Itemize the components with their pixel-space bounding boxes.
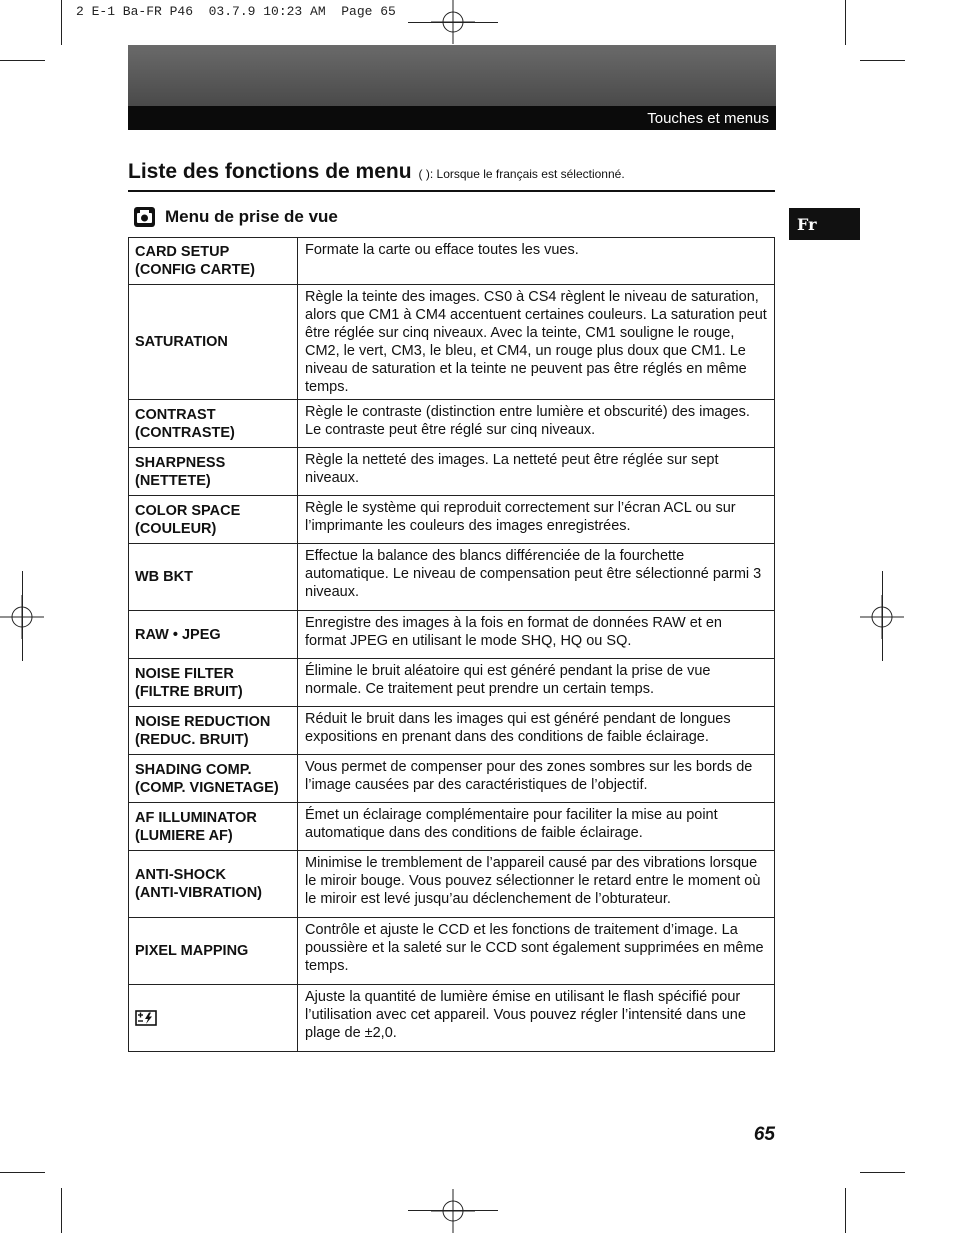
table-row xyxy=(129,285,775,400)
function-name: COLOR SPACE (COULEUR) xyxy=(129,496,298,544)
table-row xyxy=(129,238,775,285)
function-name: SHARPNESS (NETTETE) xyxy=(129,448,298,496)
crop-mark xyxy=(408,1210,498,1211)
function-description: Règle le système qui reproduit correctement sur l’écran ACL ou sur l’imprimante les couleurs des images enregistrées. xyxy=(298,496,775,544)
table-row xyxy=(129,918,775,985)
crop-mark xyxy=(61,0,62,45)
table-row xyxy=(129,448,775,496)
function-description: Règle la teinte des images. CS0 à CS4 règlent le niveau de saturation, alors que CM1 à CM4 accentuent certaines couleurs. La saturation peut être réglée sur cinq niveaux. Avec la teinte, CM1 souligne le rouge, CM2, le vert, CM3, le bleu, et CM4, un rouge plus doux que CM1. Le niveau de saturation et la teinte ne peuvent pas être réglés en même temps. xyxy=(298,285,775,400)
table-row xyxy=(129,611,775,659)
function-name xyxy=(129,985,298,1052)
function-description: Élimine le bruit aléatoire qui est généré pendant la prise de vue normale. Ce traitement peut prendre un certain temps. xyxy=(298,659,775,707)
section-heading xyxy=(134,207,338,227)
function-name: CONTRAST (CONTRASTE) xyxy=(129,400,298,448)
function-description: Ajuste la quantité de lumière émise en utilisant le flash spécifié pour l’utilisation avec cet appareil. Vous pouvez régler l’intensité dans une plage de ±2,0. xyxy=(298,985,775,1052)
language-tab-label: Fr xyxy=(797,214,817,234)
language-tab xyxy=(789,208,860,240)
function-name: CARD SETUP (CONFIG CARTE) xyxy=(129,238,298,285)
menu-function-table xyxy=(128,237,775,1052)
table-row xyxy=(129,803,775,851)
function-name: AF ILLUMINATOR (LUMIERE AF) xyxy=(129,803,298,851)
table-row xyxy=(129,496,775,544)
function-description: Vous permet de compenser pour des zones sombres sur les bords de l’image causées par des caractéristiques de l’objectif. xyxy=(298,755,775,803)
flash-compensation-icon xyxy=(135,1010,157,1026)
function-name: SATURATION xyxy=(129,285,298,400)
function-description: Formate la carte ou efface toutes les vues. xyxy=(298,238,775,285)
title-note: ( ): Lorsque le français est sélectionné. xyxy=(418,167,625,181)
table-row xyxy=(129,707,775,755)
title-row xyxy=(128,160,775,192)
table-row xyxy=(129,755,775,803)
function-description: Règle la netteté des images. La netteté peut être réglée sur sept niveaux. xyxy=(298,448,775,496)
function-description: Règle le contraste (distinction entre lumière et obscurité) des images. Le contraste peut être réglé sur cinq niveaux. xyxy=(298,400,775,448)
camera-icon xyxy=(134,207,155,227)
function-name: WB BKT xyxy=(129,544,298,611)
function-name: PIXEL MAPPING xyxy=(129,918,298,985)
crop-mark xyxy=(61,1188,62,1233)
function-description: Minimise le tremblement de l’appareil causé par des vibrations lorsque le miroir bouge. Vous pouvez sélectionner le retard entre le moment où le miroir est levé jusqu’au déclenchement de l’obturateur. xyxy=(298,851,775,918)
function-name: NOISE FILTER (FILTRE BRUIT) xyxy=(129,659,298,707)
function-description: Contrôle et ajuste le CCD et les fonctions de traitement d’image. La poussière et la saleté sur le CCD sont également supprimées en même temps. xyxy=(298,918,775,985)
crop-mark xyxy=(845,0,846,45)
header-band xyxy=(128,45,776,106)
crop-mark xyxy=(845,1188,846,1233)
section-label: Menu de prise de vue xyxy=(165,207,338,226)
function-name: NOISE REDUCTION (REDUC. BRUIT) xyxy=(129,707,298,755)
crop-mark xyxy=(0,1172,45,1173)
function-description: Réduit le bruit dans les images qui est généré pendant de longues expositions en prenant dans des conditions de faible éclairage. xyxy=(298,707,775,755)
crop-mark xyxy=(22,571,23,661)
function-description: Effectue la balance des blancs différenciée de la fourchette automatique. Le niveau de compensation peut être sélectionné parmi 3 niveaux. xyxy=(298,544,775,611)
table-row xyxy=(129,985,775,1052)
header-section-label: Touches et menus xyxy=(647,109,769,127)
function-description: Émet un éclairage complémentaire pour faciliter la mise au point automatique dans des conditions de faible éclairage. xyxy=(298,803,775,851)
header-bar xyxy=(128,106,776,130)
table-row xyxy=(129,400,775,448)
table-row xyxy=(129,659,775,707)
table-row xyxy=(129,544,775,611)
page-number: 65 xyxy=(753,1124,775,1145)
registration-mark-icon xyxy=(431,1189,475,1233)
function-name: SHADING COMP. (COMP. VIGNETAGE) xyxy=(129,755,298,803)
table-row xyxy=(129,851,775,918)
function-description: Enregistre des images à la fois en format de données RAW et en format JPEG en utilisant le mode SHQ, HQ ou SQ. xyxy=(298,611,775,659)
crop-mark xyxy=(408,22,498,23)
crop-mark xyxy=(860,60,905,61)
crop-mark xyxy=(882,571,883,661)
print-slug: 2 E-1 Ba-FR P46 03.7.9 10:23 AM Page 65 xyxy=(76,4,396,19)
function-name: ANTI-SHOCK (ANTI-VIBRATION) xyxy=(129,851,298,918)
function-name: RAW • JPEG xyxy=(129,611,298,659)
page-title: Liste des fonctions de menu xyxy=(128,160,412,183)
crop-mark xyxy=(0,60,45,61)
crop-mark xyxy=(860,1172,905,1173)
